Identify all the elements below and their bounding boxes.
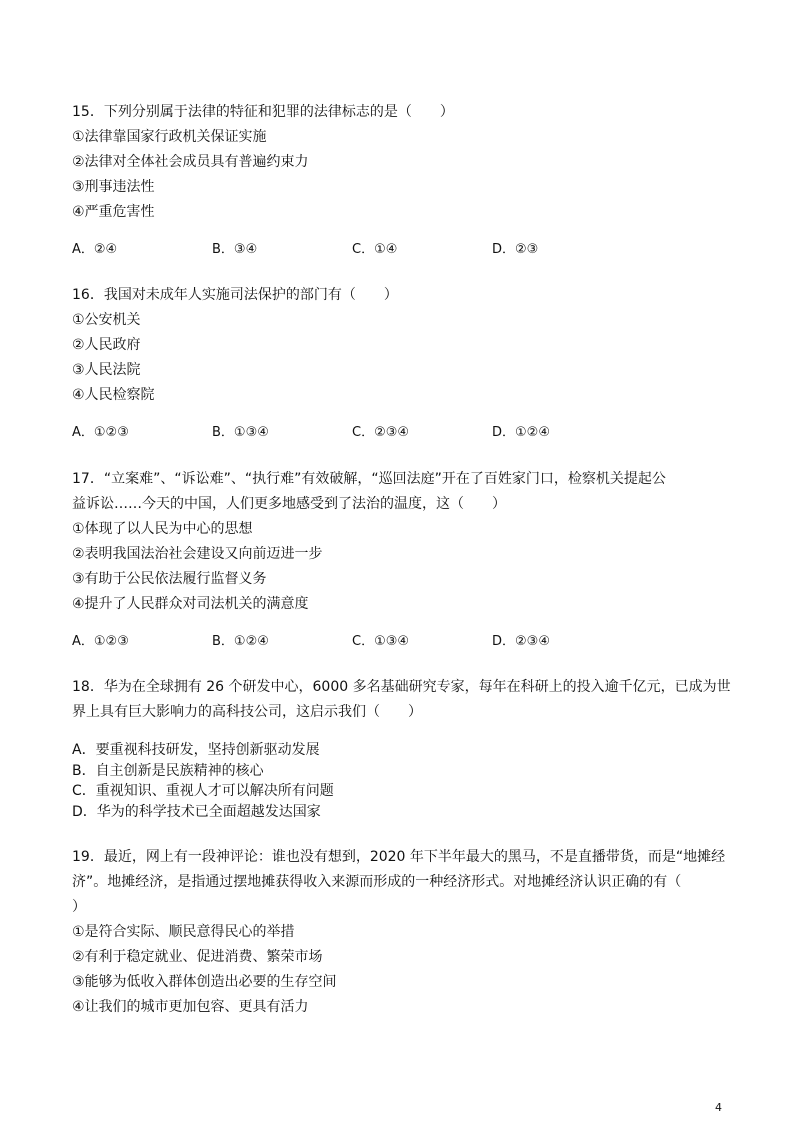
question-17-option-c: C．①③④ xyxy=(352,634,410,649)
question-16-item-3: ③人民法院 xyxy=(72,362,141,378)
question-15-item-4: ④严重危害性 xyxy=(72,204,155,220)
question-18-option-b: B．自主创新是民族精神的核心 xyxy=(72,763,264,779)
question-19-stem-line-2: 济”。地摊经济，是指通过摆地摊获得收入来源而形成的一种经济形式。对地摊经济认识正确的有（ xyxy=(72,874,682,890)
question-16-option-b: B．①③④ xyxy=(212,425,269,440)
question-19-item-2: ②有利于稳定就业、促进消费、繁荣市场 xyxy=(72,949,323,965)
question-17-stem-line-1: 17．“立案难”、“诉讼难”、“执行难”有效破解，“巡回法庭”开在了百姓家门口，检察机关提起公 xyxy=(72,471,666,487)
question-16-stem: 16．我国对未成年人实施司法保护的部门有（ ） xyxy=(72,287,398,303)
question-16-option-d: D．①②④ xyxy=(492,425,550,440)
question-16-option-c: C．②③④ xyxy=(352,425,410,440)
question-15-option-d: D．②③ xyxy=(492,242,539,257)
question-15-item-1: ①法律靠国家行政机关保证实施 xyxy=(72,129,267,145)
question-19-item-4: ④让我们的城市更加包容、更具有活力 xyxy=(72,999,309,1015)
question-18-option-c: C．重视知识、重视人才可以解决所有问题 xyxy=(72,783,334,799)
question-17-item-3: ③有助于公民依法履行监督义务 xyxy=(72,571,267,587)
question-16-item-4: ④人民检察院 xyxy=(72,387,155,403)
question-18-stem-line-1: 18．华为在全球拥有 26 个研发中心，6000 多名基础研究专家，每年在科研上的投入逾千亿元，已成为世 xyxy=(72,679,731,695)
question-17-option-a: A．①②③ xyxy=(72,634,129,649)
question-19-stem-line-1: 19．最近，网上有一段神评论：谁也没有想到，2020 年下半年最大的黑马，不是直播带货，而是“地摊经 xyxy=(72,849,726,865)
question-18-option-a: A．要重视科技研发，坚持创新驱动发展 xyxy=(72,742,320,758)
question-19-stem-line-3: ） xyxy=(72,899,86,915)
question-15-item-2: ②法律对全体社会成员具有普遍约束力 xyxy=(72,154,309,170)
question-17-option-b: B．①②④ xyxy=(212,634,269,649)
question-15-item-3: ③刑事违法性 xyxy=(72,179,155,195)
question-18-stem-line-2: 界上具有巨大影响力的高科技公司，这启示我们（ ） xyxy=(72,704,422,720)
question-17-item-4: ④提升了人民群众对司法机关的满意度 xyxy=(72,596,309,612)
question-17-item-1: ①体现了以人民为中心的思想 xyxy=(72,521,253,537)
question-17-stem-line-2: 益诉讼……今天的中国，人们更多地感受到了法治的温度，这（ ） xyxy=(72,496,506,512)
question-18-option-d: D．华为的科学技术已全面超越发达国家 xyxy=(72,804,321,820)
question-16-item-2: ②人民政府 xyxy=(72,337,141,353)
question-19-item-1: ①是符合实际、顺民意得民心的举措 xyxy=(72,924,295,940)
question-15-option-a: A．②④ xyxy=(72,242,118,257)
question-17-item-2: ②表明我国法治社会建设又向前迈进一步 xyxy=(72,546,323,562)
question-16-option-a: A．①②③ xyxy=(72,425,129,440)
question-15-option-c: C．①④ xyxy=(352,242,398,257)
page-number: 4 xyxy=(715,1101,722,1114)
question-19-item-3: ③能够为低收入群体创造出必要的生存空间 xyxy=(72,974,337,990)
question-17-option-d: D．②③④ xyxy=(492,634,550,649)
question-15-stem: 15．下列分别属于法律的特征和犯罪的法律标志的是（ ） xyxy=(72,104,454,120)
question-15-option-b: B．③④ xyxy=(212,242,258,257)
question-16-item-1: ①公安机关 xyxy=(72,312,141,328)
